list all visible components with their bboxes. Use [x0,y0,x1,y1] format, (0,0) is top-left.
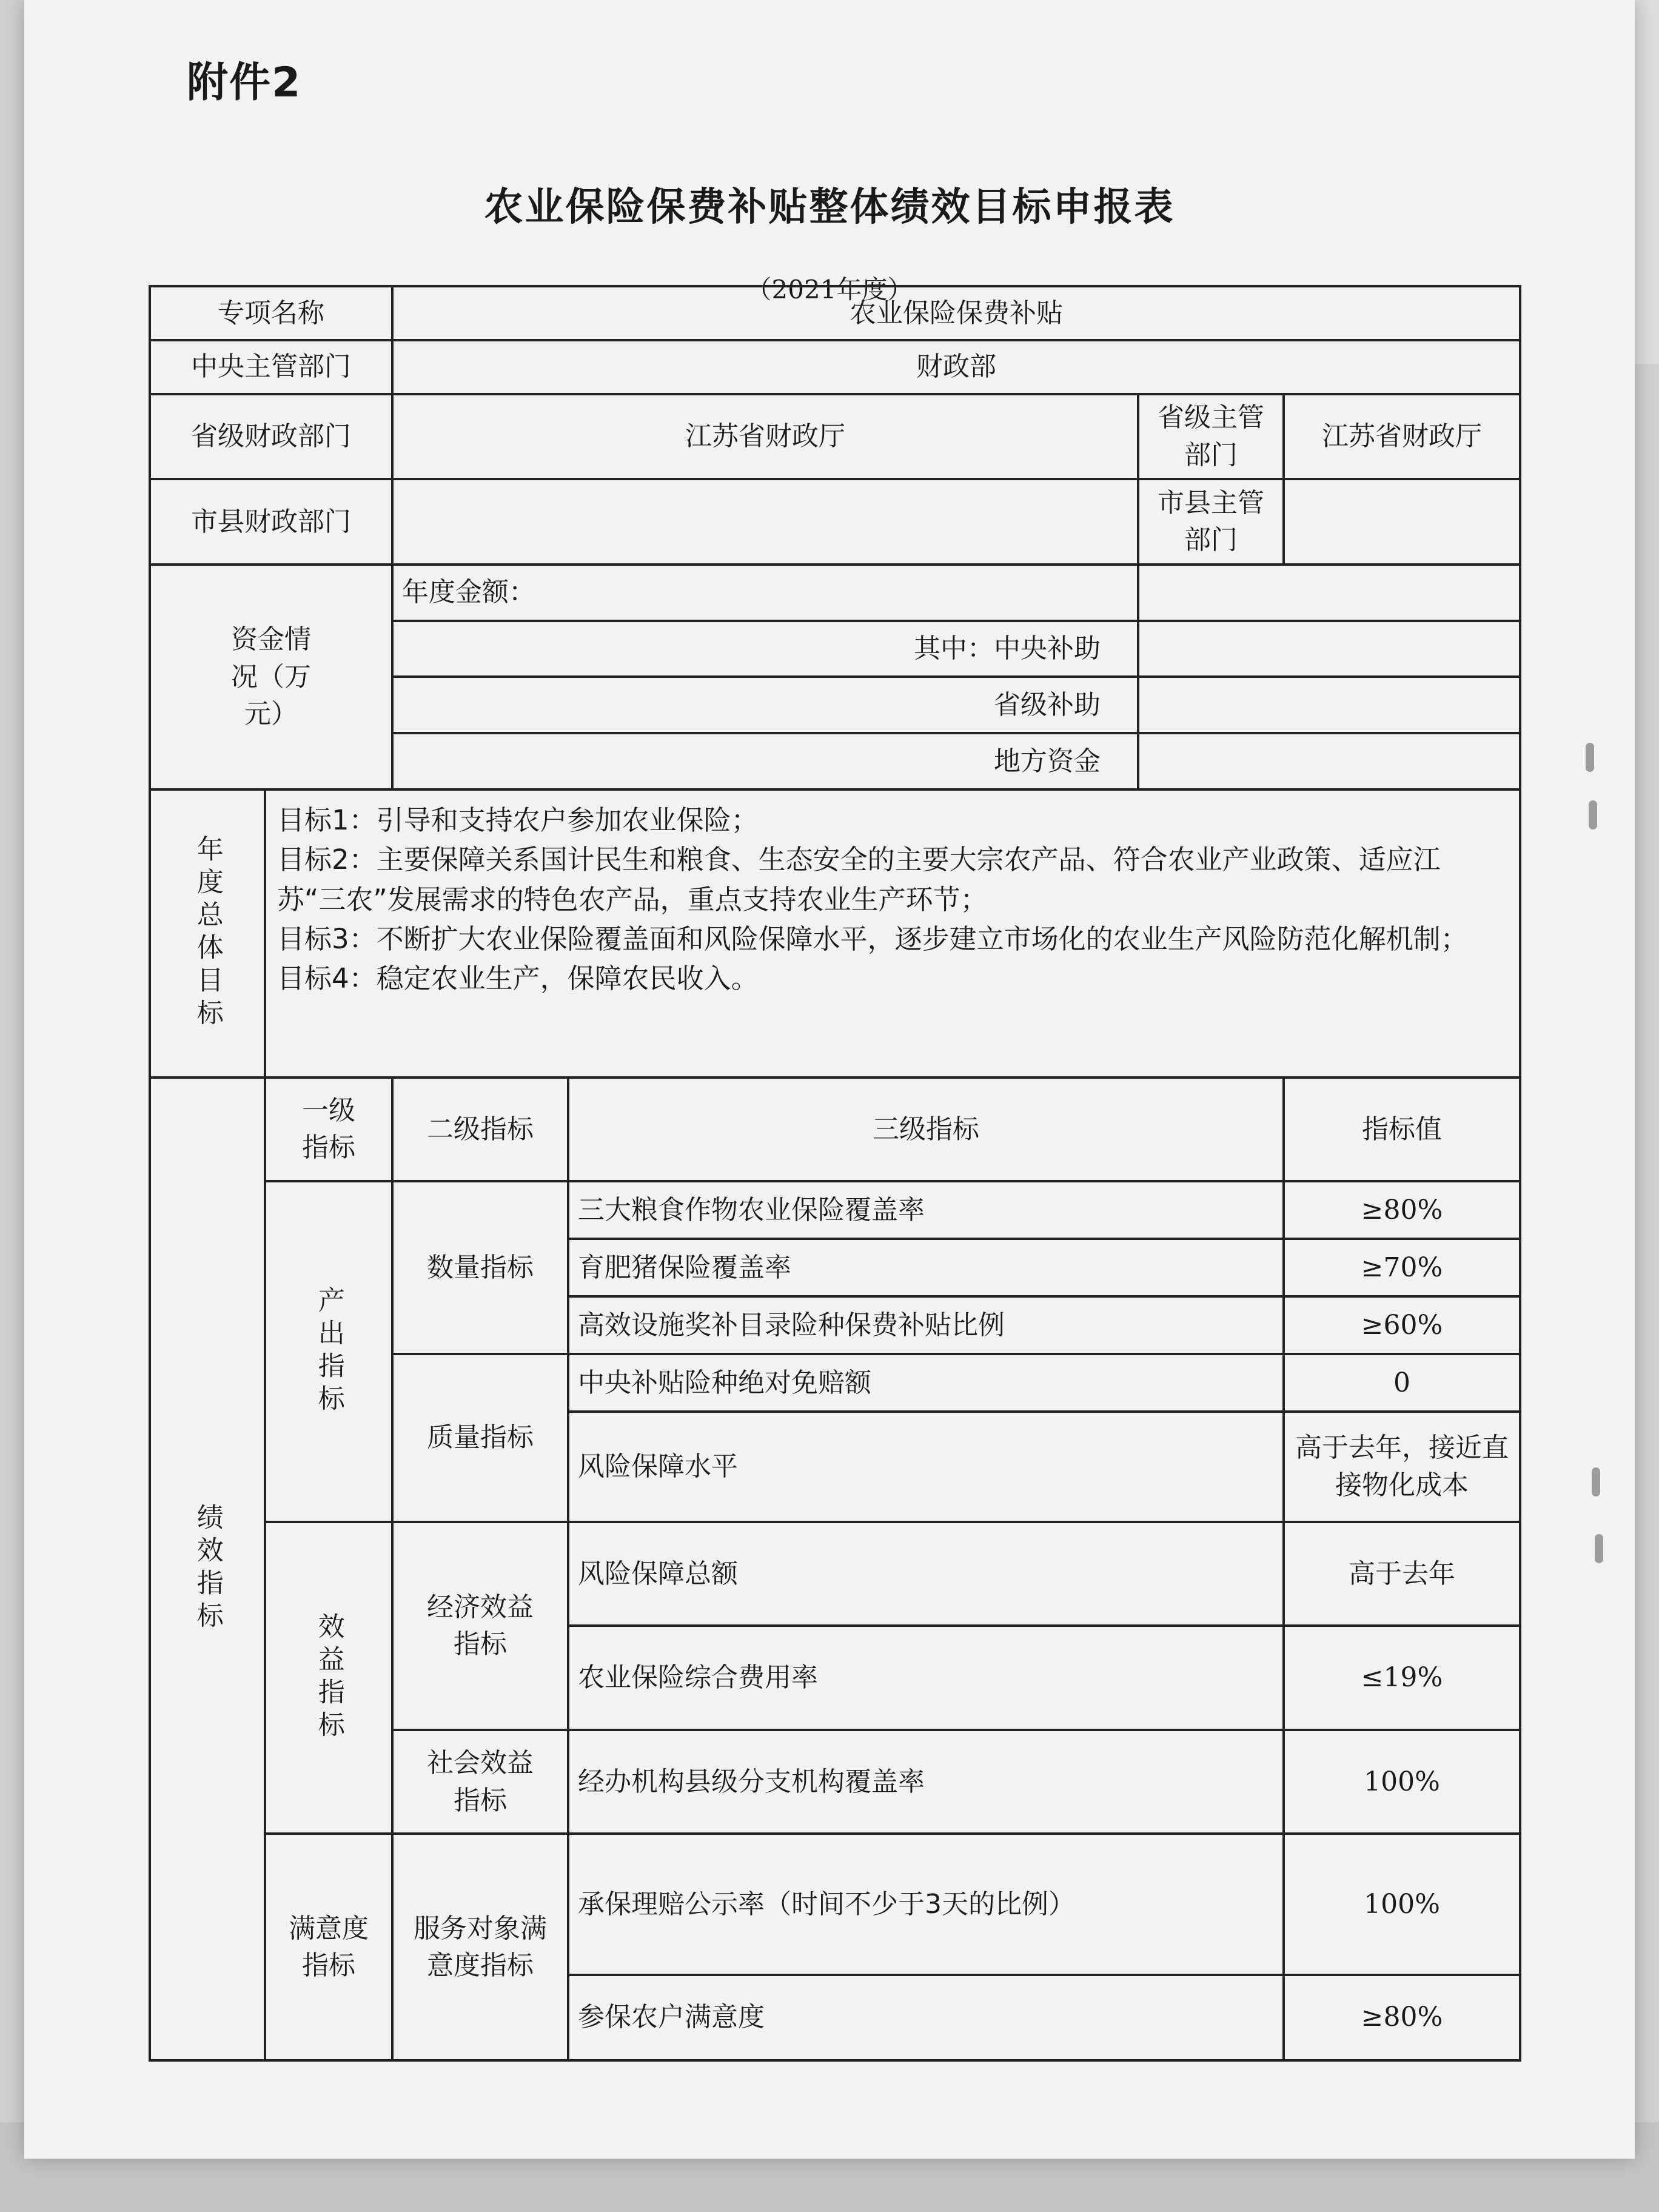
header-level3: 三级指标 [568,1078,1284,1182]
table-row [150,1522,1520,1626]
table-row [150,340,1520,394]
binding-hole [1589,800,1597,830]
funds-section-label [150,565,392,790]
indicator-value: ≥80% [1284,1975,1520,2060]
header-level2: 二级指标 [392,1078,568,1182]
binding-hole [1595,1534,1603,1563]
central-dept-value: 财政部 [392,340,1520,394]
annual-goals-content [265,789,1520,1077]
satisfaction-label-text: 满意度指标 [289,1912,369,1982]
goal-3: 目标3：不断扩大农业保险覆盖面和风险保障水平，逐步建立市场化的农业生产风险防范化解机制； [277,922,1468,955]
city-finance-value [392,479,1138,565]
project-name-label: 专项名称 [150,286,392,340]
central-dept-label: 中央主管部门 [150,340,392,394]
economic-indicators-label [392,1522,568,1730]
indicators-section-label [150,1078,265,2060]
provincial-subsidy-label: 省级补助 [392,677,1138,733]
table-row [150,479,1520,565]
indicator-name: 参保农户满意度 [568,1975,1284,2060]
indicator-name: 承保理赔公示率（时间不少于3天的比例） [568,1834,1284,1974]
goal-4: 目标4：稳定农业生产，保障农民收入。 [277,962,759,995]
prov-finance-value: 江苏省财政厅 [392,394,1138,480]
performance-goal-table [149,285,1521,2062]
indicator-name: 经办机构县级分支机构覆盖率 [568,1730,1284,1834]
indicator-value: ≥60% [1284,1296,1520,1354]
local-funds-label: 地方资金 [392,733,1138,789]
prov-finance-label: 省级财政部门 [150,394,392,480]
indicator-value: 高于去年，接近直接物化成本 [1284,1412,1520,1522]
header-value: 指标值 [1284,1078,1520,1182]
table-row [150,789,1520,1077]
benefit-label-text: 效益指标 [313,1612,344,1743]
central-subsidy-label: 其中：中央补助 [392,621,1138,677]
city-finance-label: 市县财政部门 [150,479,392,565]
indicator-name: 农业保险综合费用率 [568,1626,1284,1730]
provincial-subsidy-value [1138,677,1520,733]
indicator-value: 高于去年 [1284,1522,1520,1626]
benefit-indicators-label [265,1522,392,1834]
table-row [150,565,1520,621]
quality-indicators-label: 质量指标 [392,1354,568,1522]
prov-dept-label: 省级主管部门 [1138,394,1284,480]
project-name-value: 农业保险保费补贴 [392,286,1520,340]
indicator-name: 风险保障水平 [568,1412,1284,1522]
annual-amount-value [1138,565,1520,621]
city-dept-label: 市县主管部门 [1138,479,1284,565]
table-row [150,1078,1520,1182]
binding-hole [1586,743,1594,772]
funds-label-text: 资金情况（万元） [231,624,311,730]
indicator-name: 中央补贴险种绝对免赔额 [568,1354,1284,1412]
city-dept-value [1284,479,1520,565]
document-title: 农业保险保费补贴整体绩效目标申报表 [484,184,1175,230]
prov-dept-value: 江苏省财政厅 [1284,394,1520,480]
indicator-value: ≥70% [1284,1239,1520,1296]
indicator-value: 0 [1284,1354,1520,1412]
goal-1: 目标1：引导和支持农户参加农业保险； [277,804,759,837]
social-label-text: 社会效益指标 [427,1747,534,1816]
indicator-name: 三大粮食作物农业保险覆盖率 [568,1181,1284,1239]
economic-label-text: 经济效益指标 [427,1591,534,1660]
indicator-name: 高效设施奖补目录险种保费补贴比例 [568,1296,1284,1354]
indicator-value: 100% [1284,1834,1520,1974]
indicator-value: ≤19% [1284,1626,1520,1730]
indicator-name: 风险保障总额 [568,1522,1284,1626]
year-note: （2021年度） [746,275,913,304]
service-satisfaction-label [392,1834,568,2060]
attachment-label: 附件2 [187,59,302,107]
indicator-name: 育肥猪保险覆盖率 [568,1239,1284,1296]
central-subsidy-value [1138,621,1520,677]
header-level1-text: 一级指标 [302,1094,355,1164]
table-row [150,286,1520,340]
indicators-label-text: 绩效指标 [192,1503,223,1635]
table-row [150,394,1520,480]
satisfaction-indicators-label [265,1834,392,2060]
indicator-value: ≥80% [1284,1181,1520,1239]
header-level1 [265,1078,392,1182]
goal-2: 目标2：主要保障关系国计民生和粮食、生态安全的主要大宗农产品、符合农业产业政策、适应江苏“三农”发展需求的特色农产品，重点支持农业生产环节； [277,843,1441,916]
social-indicators-label [392,1730,568,1834]
annual-goals-label [150,789,265,1077]
service-label-text: 服务对象满意度指标 [414,1912,547,1982]
indicator-value: 100% [1284,1730,1520,1834]
local-funds-value [1138,733,1520,789]
table-row [150,1181,1520,1239]
annual-amount-label: 年度金额： [392,565,1138,621]
annual-goals-label-text: 年度总体目标 [192,835,223,1032]
table-row [150,1834,1520,1974]
output-indicators-label [265,1181,392,1521]
output-label-text: 产出指标 [313,1285,344,1417]
binding-hole [1592,1467,1600,1496]
quantity-indicators-label: 数量指标 [392,1181,568,1354]
